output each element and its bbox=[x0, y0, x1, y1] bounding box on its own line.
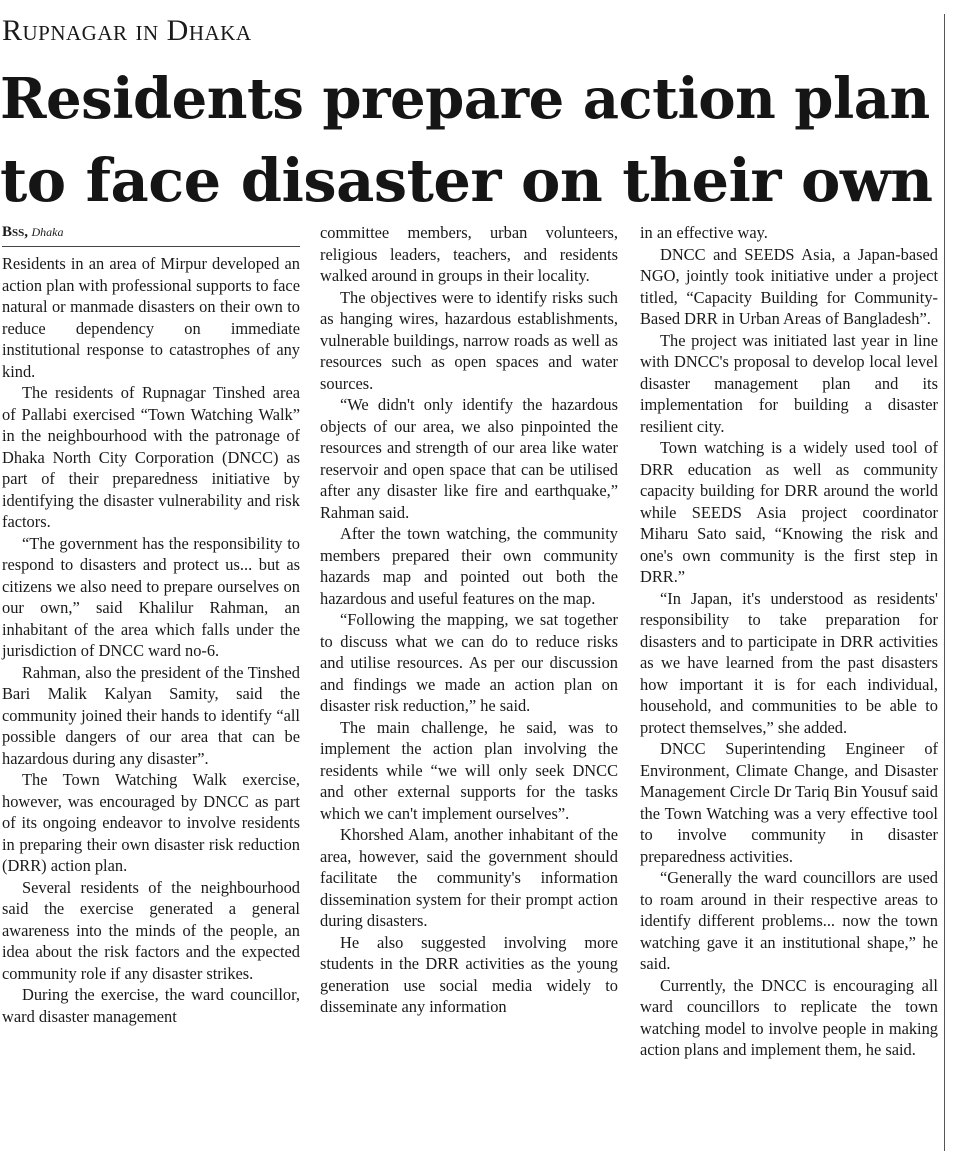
headline-line-1: Residents prepare action plan bbox=[0, 66, 930, 132]
paragraph: After the town watching, the community members prepared their own community hazards map and pointed out both the hazardous and useful features on the map. bbox=[320, 524, 618, 608]
paragraph: committee members, urban volunteers, religious leaders, teachers, and residents walked around in groups in their locality. bbox=[320, 223, 618, 285]
paragraph: DNCC and SEEDS Asia, a Japan-based NGO, jointly took initiative under a project titled, “Capacity Building for Community-Based DRR in Urban Areas of Bangladesh”. bbox=[640, 244, 938, 328]
paragraph: He also suggested involving more students in the DRR activities as the young generation use social media widely to disseminate any information bbox=[320, 932, 618, 1016]
column-2 bbox=[320, 222, 618, 1018]
paragraph: “We didn't only identify the hazardous objects of our area, we also pinpointed the resources and strength of our area like water reservoir and open space that can be utilised after any disaster like fire and earthquake,” Rahman said. bbox=[320, 395, 618, 522]
paragraph: The residents of Rupnagar Tinshed area of Pallabi exercised “Town Watching Walk” in the neighbourhood with the patronage of Dhaka North City Corporation (DNCC) as part of their preparedness initiative by identifying the disaster vulnerability and risk factors. bbox=[2, 383, 300, 531]
byline-place: Dhaka bbox=[31, 225, 64, 239]
paragraph: “Generally the ward councillors are used to roam around in their respective areas to identify different problems... now the town watching gave it an institutional shape,” he said. bbox=[640, 868, 938, 973]
paragraph: Several residents of the neighbourhood said the exercise generated a general awareness into the minds of the people, an idea about the risk factors and the expected community role if any disaster strikes. bbox=[2, 877, 300, 983]
column-3 bbox=[640, 222, 938, 1061]
paragraph: “Following the mapping, we sat together to discuss what we can do to reduce risks and utilise resources. As per our discussion and findings we made an action plan on disaster risk reduction,” he said. bbox=[320, 610, 618, 715]
paragraph: “In Japan, it's understood as residents' responsibility to take preparation for disasters and to participate in DRR activities as we have learned from the past disasters how important it is for each individual, household, and communities to be able to protect themselves,” she added. bbox=[640, 588, 938, 737]
column-1 bbox=[2, 222, 300, 1027]
headline bbox=[0, 58, 940, 222]
paragraph: Town watching is a widely used tool of DRR education as well as community capacity building for DRR around the world while SEEDS Asia project coordinator Miharu Sato said, “Knowing the risk and one's own community is the first step in DRR.” bbox=[640, 438, 938, 586]
headline-line-2: to face disaster on their own bbox=[0, 146, 933, 215]
paragraph: The project was initiated last year in line with DNCC's proposal to develop local level disaster management plan and its implementation for building a disaster resilient city. bbox=[640, 330, 938, 436]
paragraph: DNCC Superintending Engineer of Environment, Climate Change, and Disaster Management Circle Dr Tariq Bin Yousuf said the Town Watching was a very effective tool to involve community in disaster preparedness activities. bbox=[640, 739, 938, 866]
paragraph: “The government has the responsibility to respond to disasters and protect us... but as citizens we also need to prepare ourselves on our own,” said Khalilur Rahman, an inhabitant of the area which falls under the jurisdiction of DNCC ward no-6. bbox=[2, 533, 300, 660]
paragraph: The Town Watching Walk exercise, however, was encouraged by DNCC as part of its ongoing endeavor to involve residents in preparing their own disaster risk reduction (DRR) action plan. bbox=[2, 770, 300, 875]
paragraph: in an effective way. bbox=[640, 223, 768, 242]
byline-agency: Bss, bbox=[2, 224, 28, 240]
paragraph: Rahman, also the president of the Tinshed Bari Malik Kalyan Samity, said the community joined their hands to identify “all possible dangers of our area that can be hazardous during any disaster”. bbox=[2, 662, 300, 768]
byline bbox=[2, 222, 300, 247]
paragraph: Khorshed Alam, another inhabitant of the area, however, said the government should facilitate the community's information dissemination system for their prompt action during disasters. bbox=[320, 825, 618, 930]
paragraph: Residents in an area of Mirpur developed an action plan with professional supports to face natural or manmade disasters on their own to reduce dependency on immediate institutional response to catastrophes of any kind. bbox=[2, 254, 300, 381]
paragraph: During the exercise, the ward councillor, ward disaster management bbox=[2, 985, 300, 1026]
column-rule bbox=[944, 14, 945, 1151]
section-kicker: Rupnagar in Dhaka bbox=[2, 14, 252, 47]
paragraph: The objectives were to identify risks such as hanging wires, hazardous establishments, vulnerable buildings, narrow roads as well as resources such as open spaces and water sources. bbox=[320, 287, 618, 393]
paragraph: The main challenge, he said, was to implement the action plan involving the residents while “we will only seek DNCC and other external supports for the tasks which we can't implement ourselves”. bbox=[320, 717, 618, 823]
paragraph: Currently, the DNCC is encouraging all ward councillors to replicate the town watching model to involve people in making action plans and implement them, he said. bbox=[640, 975, 938, 1059]
